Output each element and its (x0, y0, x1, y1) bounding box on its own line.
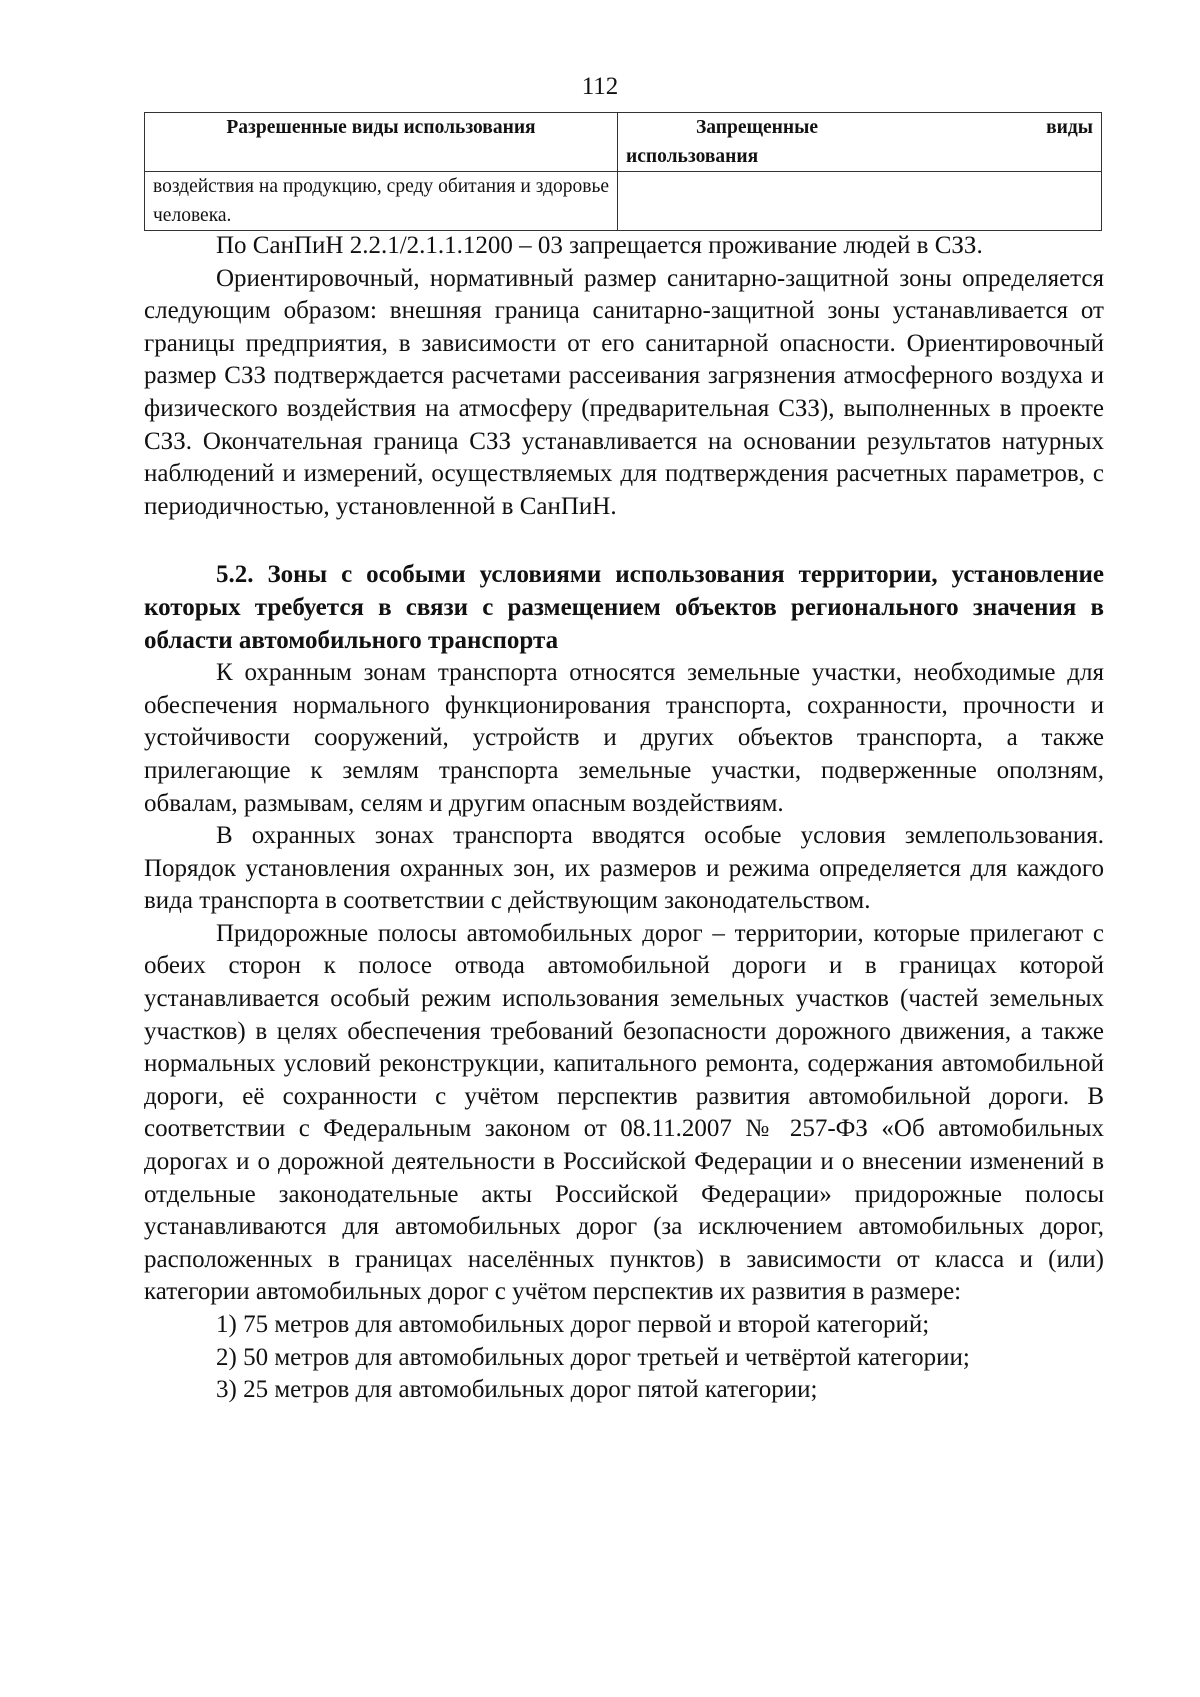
header-forbidden-word2: виды (1046, 117, 1093, 138)
list-item: 3) 25 метров для автомобильных дорог пятой категории; (216, 1376, 818, 1404)
header-forbidden-word1: Запрещенные (696, 117, 818, 138)
paragraph-sanpin: По СанПиН 2.2.1/2.1.1.1200 – 03 запрещается проживание людей в СЗЗ. (216, 232, 983, 259)
section-heading: 5.2. Зоны с особыми условиями использования территории, установление которых требуется в связи с размещением объектов регионального значения в области автомобильного транспорта (144, 561, 1104, 654)
body-text (144, 230, 1104, 1407)
table-cell-allowed: воздействия на продукцию, среду обитания и здоровье человека. (145, 172, 618, 231)
paragraph-land-use-conditions: В охранных зонах транспорта вводятся особые условия землепользования. Порядок установления охранных зон, их размеров и режима определяется для каждого вида транспорта в соответствии с действующим законодательством. (144, 822, 1104, 915)
table-row (145, 172, 1102, 231)
paragraph-szz-size: Ориентировочный, нормативный размер санитарно-защитной зоны определяется следующим образом: внешняя граница санитарно-защитной зоны устанавливается от границы предприятия, в зависимости от его санитарной опасности. Ориентировочный размер СЗЗ подтверждается расчетами рассеивания загрязнения атмосферного воздуха и физического воздействия на атмосферу (предварительная СЗЗ), выполненных в проекте СЗЗ. Окончательная граница СЗЗ устанавливается на основании результатов натурных наблюдений и измерений, осуществляемых для подтверждения расчетных параметров, с периодичностью, установленной в СанПиН. (144, 264, 1104, 520)
usage-table (144, 112, 1102, 231)
header-forbidden-uses (618, 113, 1102, 172)
list-item: 1) 75 метров для автомобильных дорог первой и второй категорий; (216, 1311, 930, 1338)
page-number: 112 (581, 73, 619, 100)
header-forbidden-line1 (626, 113, 1093, 142)
list-item: 2) 50 метров для автомобильных дорог третьей и четвёртой категории; (216, 1343, 970, 1371)
table-cell-forbidden (618, 172, 1102, 231)
paragraph-roadside-strips: Придорожные полосы автомобильных дорог – территории, которые прилегают с обеих сторон к полосе отвода автомобильной дороги и в границах которой устанавливается особый режим использования земельных участков (частей земельных участков) в целях обеспечения требований безопасности дорожного движения, а также нормальных условий реконструкции, капитального ремонта, содержания автомобильной дороги, её сохранности с учётом перспектив развития автомобильной дороги. В соответствии с Федеральным законом от 08.11.2007 № 257-ФЗ «Об автомобильных дорогах и о дорожной деятельности в Российской Федерации и о внесении изменений в отдельные законодательные акты Российской Федерации» придорожные полосы устанавливаются для автомобильных дорог (за исключением автомобильных дорог, расположенных в границах населённых пунктов) в зависимости от класса и (или) категории автомобильных дорог с учётом перспектив их развития в размере: (144, 919, 1104, 1306)
table-header-row (145, 113, 1102, 172)
header-allowed-uses: Разрешенные виды использования (145, 113, 618, 172)
paragraph-transport-zones: К охранным зонам транспорта относятся земельные участки, необходимые для обеспечения нормального функционирования транспорта, сохранности, прочности и устойчивости сооружений, устройств и других объектов транспорта, а также прилегающие к землям транспорта земельные участки, подверженные оползням, обвалам, размывам, селям и другим опасным воздействиям. (144, 659, 1104, 817)
header-forbidden-word3: использования (626, 146, 759, 167)
